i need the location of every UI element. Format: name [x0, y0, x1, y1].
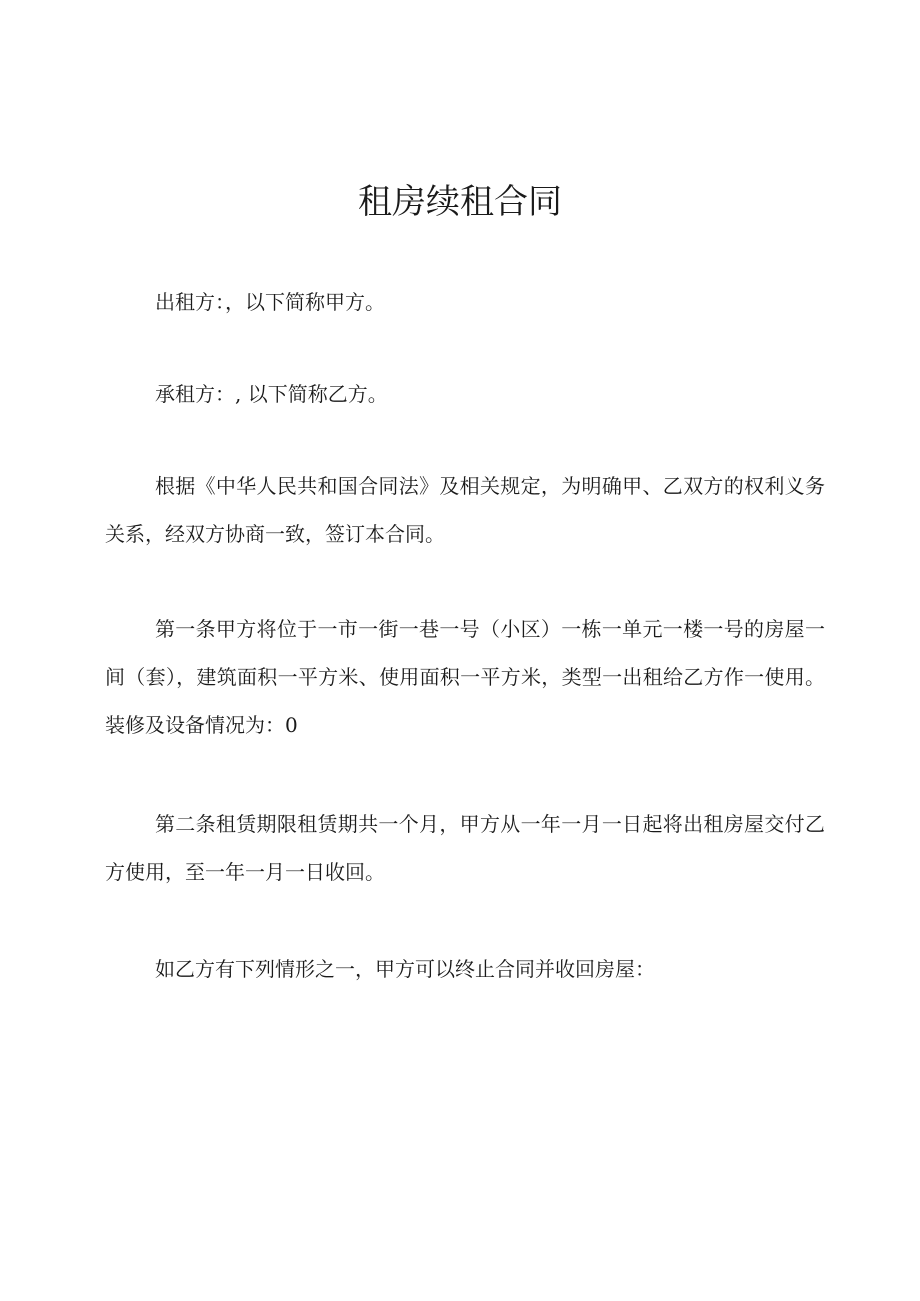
- paragraph-legal-basis: 根据《中华人民共和国合同法》及相关规定，为明确甲、乙双方的权利义务关系，经双方协商一致，签订本合同。: [105, 474, 825, 546]
- paragraph-termination-conditions: 如乙方有下列情形之一，甲方可以终止合同并收回房屋：: [155, 957, 655, 981]
- paragraph-article-1: 第一条甲方将位于一市一街一巷一号（小区）一栋一单元一楼一号的房屋一间（套），建筑面积一平方米、使用面积一平方米，类型一出租给乙方作一使用。装修及设备情况为：0: [105, 617, 825, 737]
- paragraph-lessee: 承租方：, 以下简称乙方。: [155, 382, 388, 406]
- document-title: 租房续租合同: [358, 182, 562, 222]
- paragraph-lessor: 出租方：，以下简称甲方。: [155, 290, 385, 314]
- paragraph-article-2: 第二条租赁期限租赁期共一个月，甲方从一年一月一日起将出租房屋交付乙方使用，至一年一月一日收回。: [105, 812, 825, 884]
